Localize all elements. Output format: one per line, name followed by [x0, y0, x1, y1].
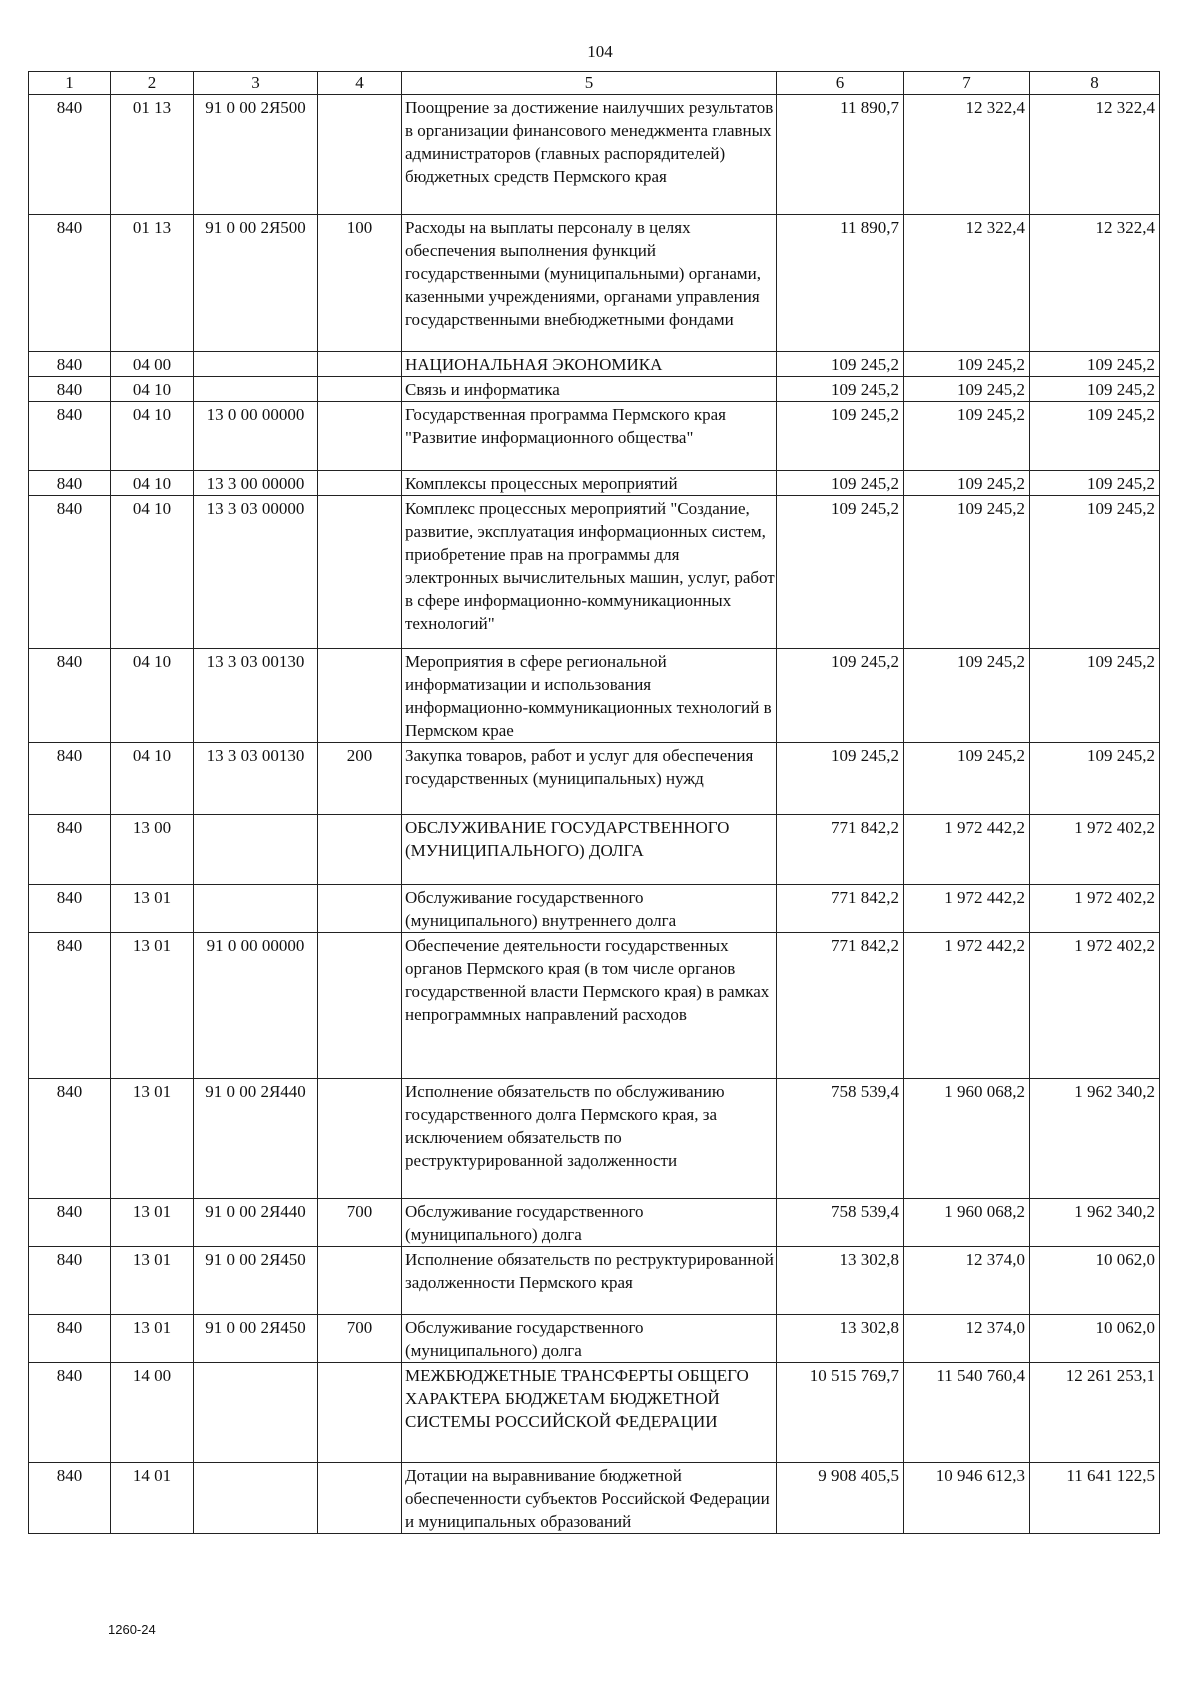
- target-article-code: 13 3 03 00130: [194, 649, 318, 743]
- amount-col-7: 10 946 612,3: [904, 1463, 1030, 1534]
- section-code: 13 01: [111, 1315, 194, 1363]
- col-header-2: 2: [111, 72, 194, 95]
- ved-code: 840: [29, 1315, 111, 1363]
- amount-col-7: 11 540 760,4: [904, 1363, 1030, 1463]
- amount-col-8: 10 062,0: [1030, 1315, 1160, 1363]
- ved-code: 840: [29, 215, 111, 352]
- item-name: ОБСЛУЖИВАНИЕ ГОСУДАРСТВЕННОГО (МУНИЦИПАЛЬНОГО) ДОЛГА: [402, 815, 777, 885]
- target-article-code: 13 0 00 00000: [194, 402, 318, 471]
- ved-code: 840: [29, 471, 111, 496]
- expense-type-code: [318, 95, 402, 215]
- section-code: 01 13: [111, 95, 194, 215]
- amount-col-6: 109 245,2: [777, 743, 904, 815]
- amount-col-7: 12 374,0: [904, 1247, 1030, 1315]
- amount-col-6: 109 245,2: [777, 496, 904, 649]
- amount-col-8: 1 962 340,2: [1030, 1079, 1160, 1199]
- section-code: 04 10: [111, 377, 194, 402]
- table-row: [29, 471, 1160, 496]
- header-row: [29, 72, 1160, 95]
- target-article-code: 91 0 00 2Я440: [194, 1199, 318, 1247]
- amount-col-7: 109 245,2: [904, 352, 1030, 377]
- table-row: [29, 402, 1160, 471]
- expense-type-code: 700: [318, 1315, 402, 1363]
- amount-col-7: 109 245,2: [904, 402, 1030, 471]
- section-code: 13 00: [111, 815, 194, 885]
- target-article-code: [194, 1363, 318, 1463]
- section-code: 04 10: [111, 649, 194, 743]
- amount-col-8: 1 962 340,2: [1030, 1199, 1160, 1247]
- expense-type-code: [318, 1363, 402, 1463]
- section-code: 04 10: [111, 496, 194, 649]
- col-header-1: 1: [29, 72, 111, 95]
- table-row: [29, 1247, 1160, 1315]
- target-article-code: 91 0 00 2Я500: [194, 215, 318, 352]
- amount-col-6: 109 245,2: [777, 471, 904, 496]
- amount-col-6: 13 302,8: [777, 1315, 904, 1363]
- target-article-code: 91 0 00 2Я500: [194, 95, 318, 215]
- ved-code: 840: [29, 402, 111, 471]
- item-name: НАЦИОНАЛЬНАЯ ЭКОНОМИКА: [402, 352, 777, 377]
- item-name: Обслуживание государственного (муниципального) долга: [402, 1315, 777, 1363]
- amount-col-6: 109 245,2: [777, 377, 904, 402]
- item-name: Исполнение обязательств по реструктурированной задолженности Пермского края: [402, 1247, 777, 1315]
- table-row: [29, 815, 1160, 885]
- item-name: Комплексы процессных мероприятий: [402, 471, 777, 496]
- amount-col-6: 13 302,8: [777, 1247, 904, 1315]
- ved-code: 840: [29, 95, 111, 215]
- table-body: [29, 95, 1160, 1534]
- table-row: [29, 743, 1160, 815]
- amount-col-6: 771 842,2: [777, 885, 904, 933]
- section-code: 04 10: [111, 743, 194, 815]
- amount-col-7: 1 960 068,2: [904, 1199, 1030, 1247]
- amount-col-8: 1 972 402,2: [1030, 933, 1160, 1079]
- amount-col-7: 12 374,0: [904, 1315, 1030, 1363]
- table-row: [29, 377, 1160, 402]
- item-name: Государственная программа Пермского края "Развитие информационного общества": [402, 402, 777, 471]
- amount-col-8: 12 261 253,1: [1030, 1363, 1160, 1463]
- amount-col-8: 109 245,2: [1030, 649, 1160, 743]
- amount-col-8: 1 972 402,2: [1030, 885, 1160, 933]
- amount-col-7: 12 322,4: [904, 215, 1030, 352]
- section-code: 13 01: [111, 1079, 194, 1199]
- table-row: [29, 1315, 1160, 1363]
- ved-code: 840: [29, 377, 111, 402]
- amount-col-6: 11 890,7: [777, 215, 904, 352]
- section-code: 14 01: [111, 1463, 194, 1534]
- amount-col-8: 12 322,4: [1030, 215, 1160, 352]
- amount-col-6: 9 908 405,5: [777, 1463, 904, 1534]
- expense-type-code: [318, 402, 402, 471]
- expense-type-code: [318, 885, 402, 933]
- expense-type-code: [318, 815, 402, 885]
- ved-code: 840: [29, 743, 111, 815]
- budget-table: [28, 71, 1160, 1534]
- expense-type-code: [318, 377, 402, 402]
- amount-col-7: 1 972 442,2: [904, 885, 1030, 933]
- amount-col-6: 771 842,2: [777, 933, 904, 1079]
- col-header-8: 8: [1030, 72, 1160, 95]
- col-header-6: 6: [777, 72, 904, 95]
- amount-col-8: 109 245,2: [1030, 471, 1160, 496]
- ved-code: 840: [29, 1463, 111, 1534]
- col-header-3: 3: [194, 72, 318, 95]
- target-article-code: [194, 815, 318, 885]
- ved-code: 840: [29, 1199, 111, 1247]
- amount-col-7: 109 245,2: [904, 496, 1030, 649]
- amount-col-6: 109 245,2: [777, 402, 904, 471]
- item-name: Мероприятия в сфере региональной информатизации и использования информационно-коммуникационных технологий в Пермском крае: [402, 649, 777, 743]
- item-name: Комплекс процессных мероприятий "Создание, развитие, эксплуатация информационных систем, приобретение прав на программы для электронных вычислительных машин, услуг, работ в сфере информационно-коммуникационных технологий": [402, 496, 777, 649]
- amount-col-7: 109 245,2: [904, 471, 1030, 496]
- col-header-4: 4: [318, 72, 402, 95]
- expense-type-code: [318, 471, 402, 496]
- expense-type-code: [318, 352, 402, 377]
- table-row: [29, 95, 1160, 215]
- expense-type-code: [318, 1463, 402, 1534]
- target-article-code: 13 3 03 00130: [194, 743, 318, 815]
- table-row: [29, 352, 1160, 377]
- target-article-code: 13 3 03 00000: [194, 496, 318, 649]
- expense-type-code: [318, 496, 402, 649]
- expense-type-code: 200: [318, 743, 402, 815]
- table-row: [29, 649, 1160, 743]
- amount-col-6: 771 842,2: [777, 815, 904, 885]
- item-name: Дотации на выравнивание бюджетной обеспеченности субъектов Российской Федерации и муниципальных образований: [402, 1463, 777, 1534]
- section-code: 04 10: [111, 402, 194, 471]
- table-row: [29, 1199, 1160, 1247]
- expense-type-code: [318, 1079, 402, 1199]
- item-name: Обслуживание государственного (муниципального) внутреннего долга: [402, 885, 777, 933]
- amount-col-8: 12 322,4: [1030, 95, 1160, 215]
- section-code: 13 01: [111, 933, 194, 1079]
- ved-code: 840: [29, 649, 111, 743]
- item-name: Связь и информатика: [402, 377, 777, 402]
- amount-col-7: 109 245,2: [904, 743, 1030, 815]
- amount-col-7: 1 972 442,2: [904, 933, 1030, 1079]
- section-code: 13 01: [111, 1247, 194, 1315]
- amount-col-6: 10 515 769,7: [777, 1363, 904, 1463]
- item-name: МЕЖБЮДЖЕТНЫЕ ТРАНСФЕРТЫ ОБЩЕГО ХАРАКТЕРА БЮДЖЕТАМ БЮДЖЕТНОЙ СИСТЕМЫ РОССИЙСКОЙ ФЕДЕРАЦИИ: [402, 1363, 777, 1463]
- table-row: [29, 1463, 1160, 1534]
- section-code: 04 10: [111, 471, 194, 496]
- amount-col-7: 12 322,4: [904, 95, 1030, 215]
- amount-col-8: 11 641 122,5: [1030, 1463, 1160, 1534]
- target-article-code: [194, 352, 318, 377]
- ved-code: 840: [29, 1363, 111, 1463]
- ved-code: 840: [29, 885, 111, 933]
- amount-col-7: 1 972 442,2: [904, 815, 1030, 885]
- amount-col-7: 109 245,2: [904, 649, 1030, 743]
- section-code: 13 01: [111, 885, 194, 933]
- amount-col-7: 109 245,2: [904, 377, 1030, 402]
- table-row: [29, 215, 1160, 352]
- expense-type-code: [318, 1247, 402, 1315]
- ved-code: 840: [29, 815, 111, 885]
- expense-type-code: 700: [318, 1199, 402, 1247]
- section-code: 13 01: [111, 1199, 194, 1247]
- page-number: 104: [587, 42, 613, 61]
- expense-type-code: 100: [318, 215, 402, 352]
- amount-col-6: 109 245,2: [777, 352, 904, 377]
- amount-col-8: 109 245,2: [1030, 402, 1160, 471]
- amount-col-6: 109 245,2: [777, 649, 904, 743]
- target-article-code: 13 3 00 00000: [194, 471, 318, 496]
- amount-col-8: 10 062,0: [1030, 1247, 1160, 1315]
- ved-code: 840: [29, 352, 111, 377]
- item-name: Закупка товаров, работ и услуг для обеспечения государственных (муниципальных) нужд: [402, 743, 777, 815]
- amount-col-8: 109 245,2: [1030, 352, 1160, 377]
- table-row: [29, 1363, 1160, 1463]
- ved-code: 840: [29, 1247, 111, 1315]
- table-row: [29, 933, 1160, 1079]
- expense-type-code: [318, 649, 402, 743]
- target-article-code: 91 0 00 2Я440: [194, 1079, 318, 1199]
- footer-code: 1260-24: [108, 1622, 156, 1637]
- expense-type-code: [318, 933, 402, 1079]
- target-article-code: 91 0 00 00000: [194, 933, 318, 1079]
- amount-col-8: 109 245,2: [1030, 496, 1160, 649]
- amount-col-6: 11 890,7: [777, 95, 904, 215]
- target-article-code: 91 0 00 2Я450: [194, 1315, 318, 1363]
- section-code: 14 00: [111, 1363, 194, 1463]
- section-code: 01 13: [111, 215, 194, 352]
- item-name: Исполнение обязательств по обслуживанию государственного долга Пермского края, за исключением обязательств по реструктурированной задолженности: [402, 1079, 777, 1199]
- ved-code: 840: [29, 1079, 111, 1199]
- item-name: Расходы на выплаты персоналу в целях обеспечения выполнения функций государственными (муниципальными) органами, казенными учреждениями, органами управления государственными внебюджетными фондами: [402, 215, 777, 352]
- amount-col-8: 1 972 402,2: [1030, 815, 1160, 885]
- amount-col-6: 758 539,4: [777, 1199, 904, 1247]
- amount-col-6: 758 539,4: [777, 1079, 904, 1199]
- col-header-5: 5: [402, 72, 777, 95]
- amount-col-7: 1 960 068,2: [904, 1079, 1030, 1199]
- table-row: [29, 885, 1160, 933]
- target-article-code: [194, 377, 318, 402]
- target-article-code: [194, 885, 318, 933]
- item-name: Обеспечение деятельности государственных органов Пермского края (в том числе органов государственной власти Пермского края) в рамках непрограммных направлений расходов: [402, 933, 777, 1079]
- ved-code: 840: [29, 496, 111, 649]
- col-header-7: 7: [904, 72, 1030, 95]
- item-name: Обслуживание государственного (муниципального) долга: [402, 1199, 777, 1247]
- amount-col-8: 109 245,2: [1030, 743, 1160, 815]
- target-article-code: 91 0 00 2Я450: [194, 1247, 318, 1315]
- amount-col-8: 109 245,2: [1030, 377, 1160, 402]
- table-row: [29, 1079, 1160, 1199]
- section-code: 04 00: [111, 352, 194, 377]
- item-name: Поощрение за достижение наилучших результатов в организации финансового менеджмента главных администраторов (главных распорядителей) бюджетных средств Пермского края: [402, 95, 777, 215]
- target-article-code: [194, 1463, 318, 1534]
- table-row: [29, 496, 1160, 649]
- ved-code: 840: [29, 933, 111, 1079]
